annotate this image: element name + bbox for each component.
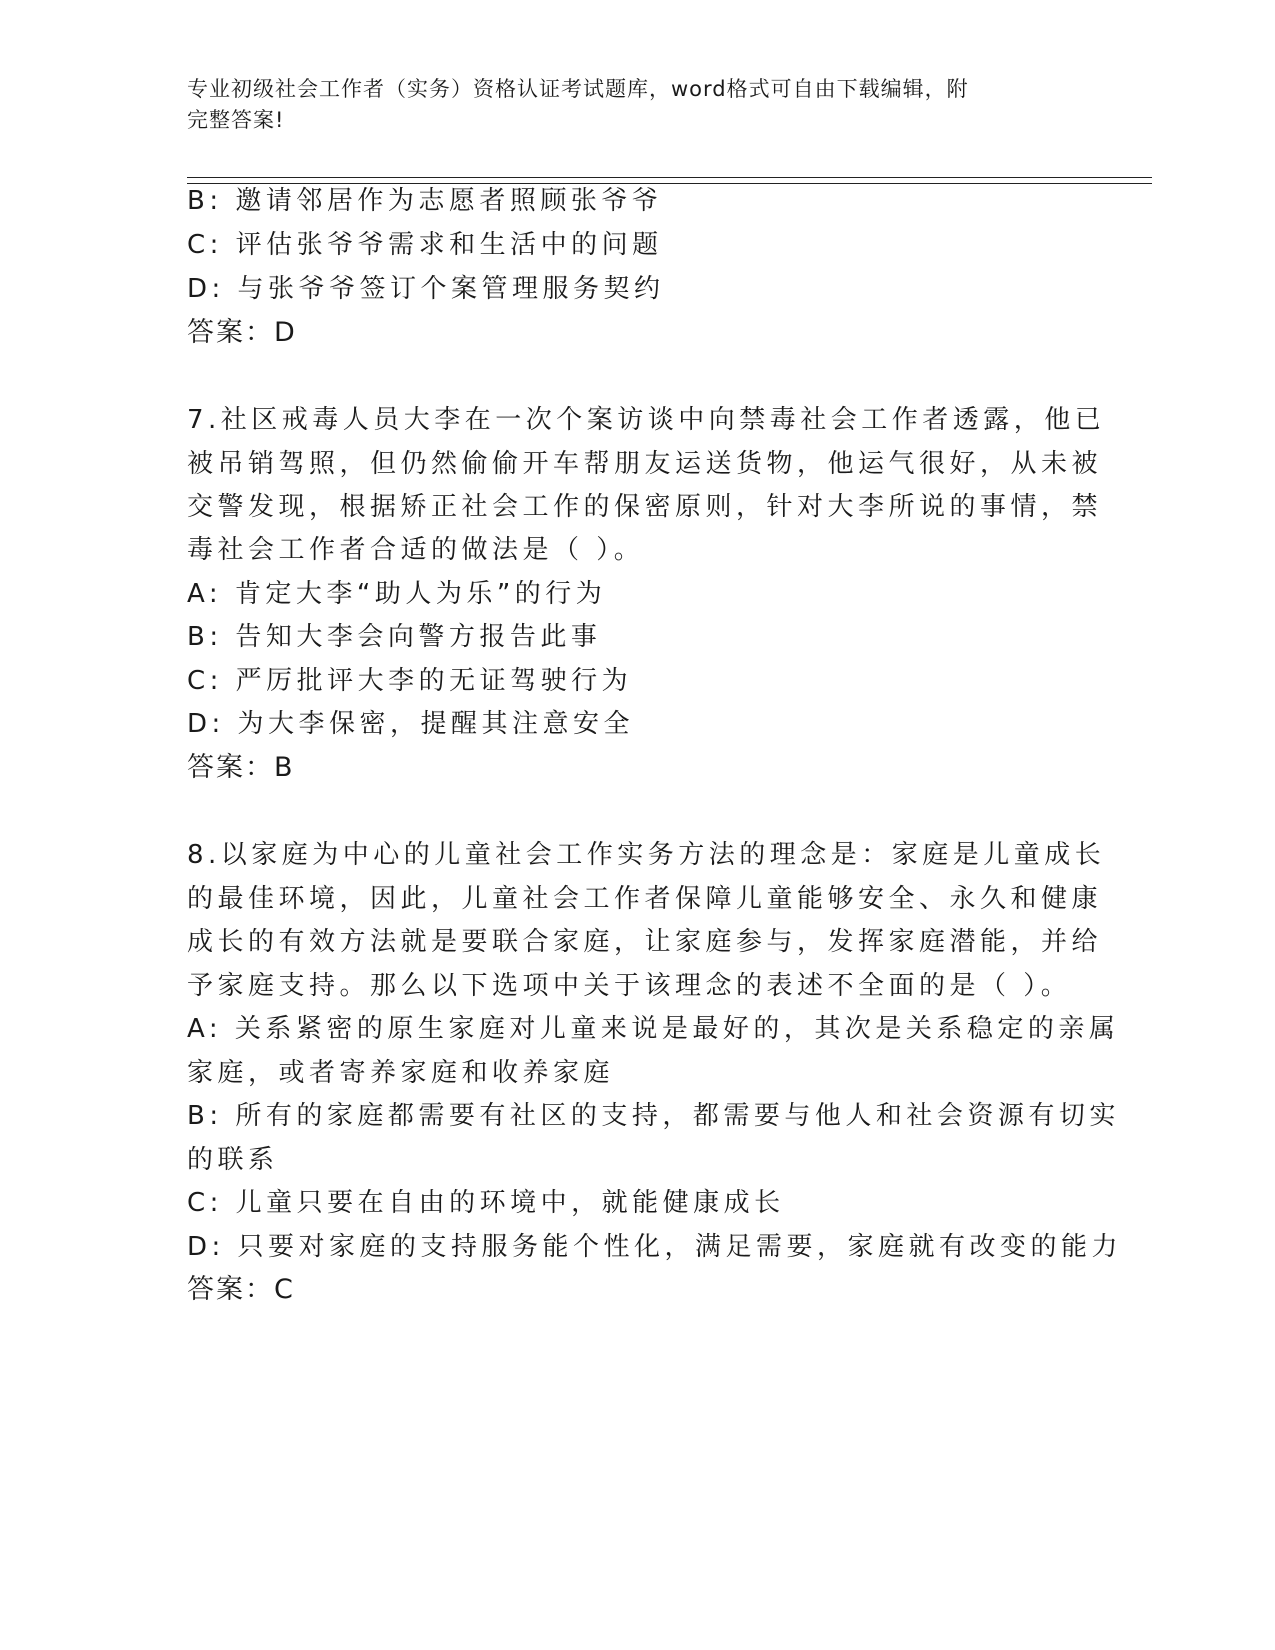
q8-option-d: D: 只要对家庭的支持服务能个性化，满足需要，家庭就有改变的能力: [187, 1232, 1123, 1262]
q8-stem-line-1: 8.以家庭为中心的儿童社会工作实务方法的理念是：家庭是儿童成长: [187, 840, 1106, 870]
q6-option-d: D: 与张爷爷签订个案管理服务契约: [187, 274, 665, 304]
q8-stem-line-3: 成长的有效方法就是要联合家庭，让家庭参与，发挥家庭潜能，并给: [187, 927, 1103, 957]
q8-option-a-line-1: A: 关系紧密的原生家庭对儿童来说是最好的，其次是关系稳定的亲属: [187, 1014, 1120, 1044]
header-line-2: 完整答案!: [187, 108, 285, 132]
q6-option-b: B: 邀请邻居作为志愿者照顾张爷爷: [187, 186, 663, 216]
q7-option-c: C: 严厉批评大李的无证驾驶行为: [187, 666, 633, 696]
q8-option-a-line-2: 家庭，或者寄养家庭和收养家庭: [187, 1058, 615, 1088]
header-divider-top: [187, 177, 1152, 178]
q6-option-c: C: 评估张爷爷需求和生活中的问题: [187, 230, 663, 260]
q7-stem-line-3: 交警发现，根据矫正社会工作的保密原则，针对大李所说的事情，禁: [187, 492, 1103, 522]
q7-stem-line-2: 被吊销驾照，但仍然偷偷开车帮朋友运送货物，他运气很好，从未被: [187, 449, 1103, 479]
page-header: [187, 74, 1087, 136]
q8-answer: 答案：C: [187, 1274, 295, 1305]
q8-stem-line-4: 予家庭支持。那么以下选项中关于该理念的表述不全面的是（ ）。: [187, 971, 1072, 1001]
q8-stem-line-2: 的最佳环境，因此，儿童社会工作者保障儿童能够安全、永久和健康: [187, 884, 1103, 914]
q8-option-b-line-1: B: 所有的家庭都需要有社区的支持，都需要与他人和社会资源有切实: [187, 1101, 1120, 1131]
header-divider-bottom: [187, 183, 1152, 184]
q7-option-a: A: 肯定大李“助人为乐”的行为: [187, 579, 607, 609]
q7-option-d: D: 为大李保密，提醒其注意安全: [187, 709, 635, 739]
header-line-1: 专业初级社会工作者（实务）资格认证考试题库，word格式可自由下载编辑，附: [187, 77, 969, 101]
q7-answer: 答案：B: [187, 752, 295, 783]
q7-stem-line-1: 7.社区戒毒人员大李在一次个案访谈中向禁毒社会工作者透露，他已: [187, 405, 1106, 435]
q7-stem-line-4: 毒社会工作者合适的做法是（ ）。: [187, 535, 645, 565]
q8-option-c: C: 儿童只要在自由的环境中，就能健康成长: [187, 1188, 785, 1218]
q7-option-b: B: 告知大李会向警方报告此事: [187, 622, 602, 652]
q6-answer: 答案：D: [187, 317, 297, 348]
q8-option-b-line-2: 的联系: [187, 1145, 279, 1175]
